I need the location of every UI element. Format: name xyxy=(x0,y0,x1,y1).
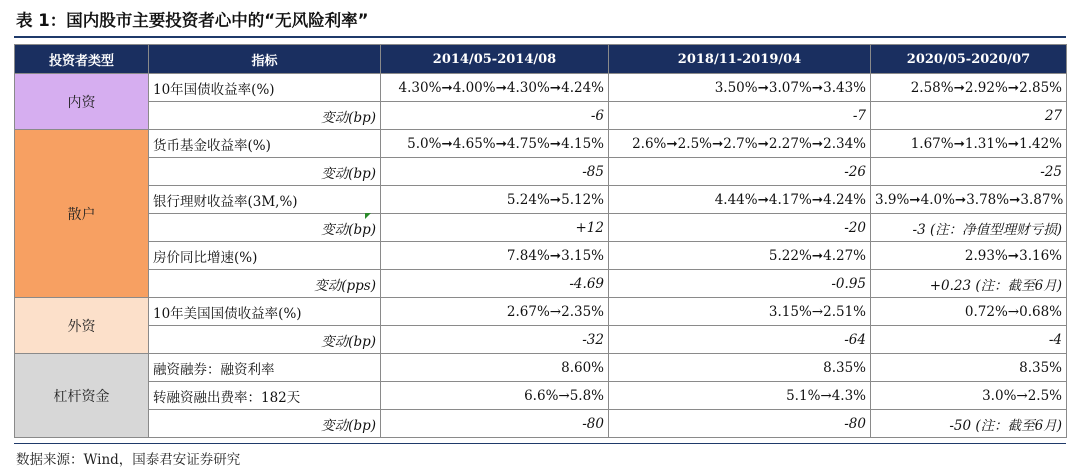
group-leverage: 杠杆资金 xyxy=(15,354,149,438)
change-value-cell: -26 xyxy=(609,158,871,186)
change-value-cell: -4 xyxy=(871,326,1067,354)
change-value-cell: -50 (注：截至6月) xyxy=(871,410,1067,438)
table-row xyxy=(15,158,1067,186)
group-foreign: 外资 xyxy=(15,298,149,354)
value-cell: 5.1%→4.3% xyxy=(609,382,871,410)
change-label-cell: 变动(pps) xyxy=(149,270,381,298)
group-retail: 散户 xyxy=(15,130,149,298)
indicator-cell: 10年美国国债收益率(%) xyxy=(149,298,381,326)
change-value-cell: -85 xyxy=(381,158,609,186)
indicator-cell: 转融资融出费率：182天 xyxy=(149,382,381,410)
change-value-cell: -20 xyxy=(609,214,871,242)
table-title: 表 1：国内股市主要投资者心中的“无风险利率” xyxy=(16,11,369,30)
header-investor-type: 投资者类型 xyxy=(15,45,149,74)
table-row xyxy=(15,102,1067,130)
value-cell: 2.67%→2.35% xyxy=(381,298,609,326)
indicator-cell: 银行理财收益率(3M,%) xyxy=(149,186,381,214)
change-value-cell: -0.95 xyxy=(609,270,871,298)
source-note: 数据来源：Wind，国泰君安证券研究 xyxy=(16,452,241,468)
source-divider xyxy=(14,443,1066,444)
header-period-2018: 2018/11-2019/04 xyxy=(609,45,871,74)
value-cell: 5.22%➞4.27% xyxy=(609,242,871,270)
value-cell: 3.50%➞3.07%➞3.43% xyxy=(609,74,871,102)
change-label-cell: 变动(bp) xyxy=(149,158,381,186)
change-value-cell: -4.69 xyxy=(381,270,609,298)
table-row xyxy=(15,270,1067,298)
value-cell: 4.30%➞4.00%➞4.30%➞4.24% xyxy=(381,74,609,102)
cell-comment-marker xyxy=(365,213,371,219)
indicator-cell: 房价同比增速(%) xyxy=(149,242,381,270)
header-indicator: 指标 xyxy=(149,45,381,74)
investor-rate-table xyxy=(14,44,1067,438)
change-value-cell: -3 (注：净值型理财亏损) xyxy=(871,214,1067,242)
change-value-cell: 27 xyxy=(871,102,1067,130)
table-row xyxy=(15,74,1067,102)
change-value-cell: -7 xyxy=(609,102,871,130)
value-cell: 5.24%➞5.12% xyxy=(381,186,609,214)
change-value-cell: -64 xyxy=(609,326,871,354)
table-row xyxy=(15,298,1067,326)
change-value-cell: -80 xyxy=(609,410,871,438)
header-period-2020: 2020/05-2020/07 xyxy=(871,45,1067,74)
change-value-cell: -6 xyxy=(381,102,609,130)
title-divider xyxy=(14,36,1066,38)
value-cell: 5.0%➞4.65%➞4.75%➞4.15% xyxy=(381,130,609,158)
change-value-cell: -25 xyxy=(871,158,1067,186)
value-cell: 8.35% xyxy=(609,354,871,382)
value-cell: 3.9%➞4.0%➞3.78%➞3.87% xyxy=(871,186,1067,214)
value-cell: 1.67%➞1.31%➞1.42% xyxy=(871,130,1067,158)
value-cell: 2.93%➞3.16% xyxy=(871,242,1067,270)
table-row xyxy=(15,354,1067,382)
value-cell: 8.60% xyxy=(381,354,609,382)
indicator-cell: 10年国债收益率(%) xyxy=(149,74,381,102)
group-domestic: 内资 xyxy=(15,74,149,130)
value-cell: 4.44%➞4.17%➞4.24% xyxy=(609,186,871,214)
value-cell: 7.84%➞3.15% xyxy=(381,242,609,270)
table-row xyxy=(15,186,1067,214)
indicator-cell: 货币基金收益率(%) xyxy=(149,130,381,158)
table-row xyxy=(15,410,1067,438)
change-label-cell: 变动(bp) xyxy=(149,326,381,354)
table-row xyxy=(15,382,1067,410)
value-cell: 3.15%→2.51% xyxy=(609,298,871,326)
table-row xyxy=(15,242,1067,270)
change-value-cell: -32 xyxy=(381,326,609,354)
value-cell: 2.58%➞2.92%➞2.85% xyxy=(871,74,1067,102)
change-value-cell: +12 xyxy=(381,214,609,242)
change-value-cell: -80 xyxy=(381,410,609,438)
change-label-cell: 变动(bp) xyxy=(149,214,381,242)
value-cell: 3.0%→2.5% xyxy=(871,382,1067,410)
value-cell: 2.6%➞2.5%➞2.7%➞2.27%➞2.34% xyxy=(609,130,871,158)
change-value-cell: +0.23 (注：截至6月) xyxy=(871,270,1067,298)
value-cell: 8.35% xyxy=(871,354,1067,382)
table-row xyxy=(15,326,1067,354)
table-row xyxy=(15,130,1067,158)
value-cell: 0.72%→0.68% xyxy=(871,298,1067,326)
header-period-2014: 2014/05-2014/08 xyxy=(381,45,609,74)
indicator-cell: 融资融券：融资利率 xyxy=(149,354,381,382)
value-cell: 6.6%→5.8% xyxy=(381,382,609,410)
change-label-cell: 变动(bp) xyxy=(149,102,381,130)
header-row xyxy=(15,45,1067,74)
change-label-cell: 变动(bp) xyxy=(149,410,381,438)
table-row xyxy=(15,214,1067,242)
